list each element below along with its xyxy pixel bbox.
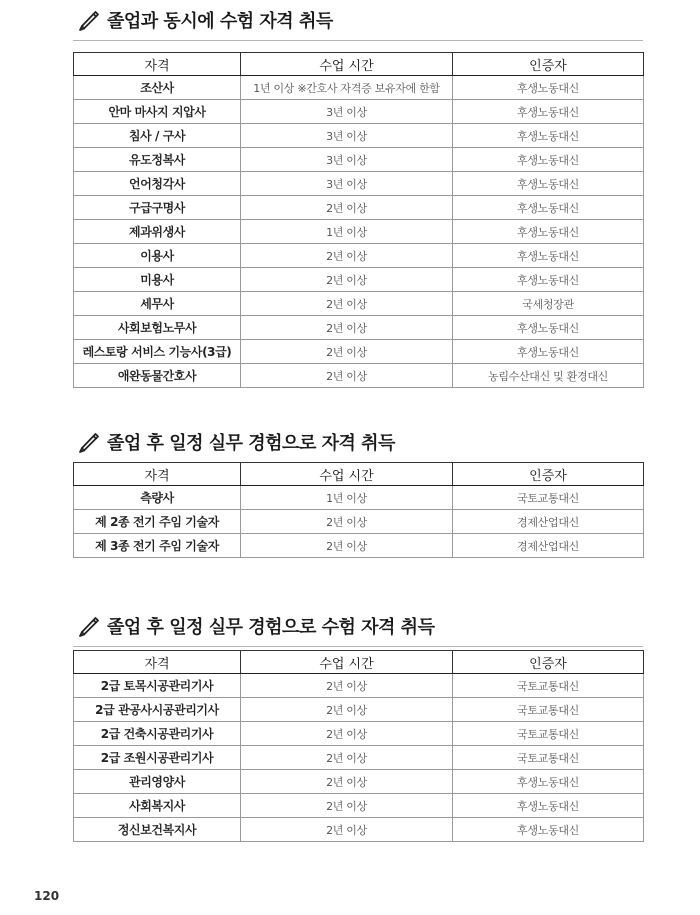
section-heading [73,612,643,640]
authority-cell: 농림수산대신 및 환경대신 [453,364,644,388]
table-row [74,698,644,722]
table-row [74,268,644,292]
hours-cell: 2년 이상 [241,698,453,722]
hours-cell: 1년 이상 [241,486,453,510]
table-row [74,244,644,268]
table-row [74,316,644,340]
section-title: 졸업 후 일정 실무 경험으로 자격 취득 [107,433,395,454]
hours-cell: 2년 이상 [241,794,453,818]
hours-cell: 2년 이상 [241,196,453,220]
authority-cell: 후생노동대신 [453,794,644,818]
section-title: 졸업과 동시에 수험 자격 취득 [107,11,333,32]
authority-cell: 경제산업대신 [453,534,644,558]
table-header-row [74,463,644,486]
section-3 [73,612,643,837]
table-row [74,124,644,148]
pencil-icon [76,612,102,638]
qualification-cell: 2급 토목시공관리기사 [74,674,241,698]
hours-cell: 2년 이상 [241,674,453,698]
authority-cell: 국토교통대신 [453,698,644,722]
column-header-authority: 인증자 [453,651,644,674]
qualification-cell: 사회보험노무사 [74,316,241,340]
section-divider [73,40,643,41]
column-header-hours: 수업 시간 [241,651,453,674]
authority-cell: 국토교통대신 [453,674,644,698]
qualification-cell: 안마 마사지 지압사 [74,100,241,124]
table-row [74,364,644,388]
table-header-row [74,651,644,674]
table-row [74,510,644,534]
table-row [74,148,644,172]
authority-cell: 후생노동대신 [453,196,644,220]
qualification-cell: 미용사 [74,268,241,292]
hours-cell: 2년 이상 [241,534,453,558]
qualification-cell: 사회복지사 [74,794,241,818]
authority-cell: 국토교통대신 [453,722,644,746]
table-row [74,196,644,220]
authority-cell: 국토교통대신 [453,486,644,510]
qualification-cell: 제과위생사 [74,220,241,244]
authority-cell: 후생노동대신 [453,818,644,842]
pencil-icon [76,428,102,454]
authority-cell: 후생노동대신 [453,124,644,148]
qualification-cell: 레스토랑 서비스 기능사(3급) [74,340,241,364]
hours-cell: 2년 이상 [241,818,453,842]
pencil-icon [76,6,102,32]
table-row [74,746,644,770]
table-row [74,172,644,196]
hours-cell: 2년 이상 [241,292,453,316]
qualification-cell: 유도정복사 [74,148,241,172]
hours-cell: 3년 이상 [241,124,453,148]
hours-cell: 1년 이상 [241,220,453,244]
authority-cell: 후생노동대신 [453,220,644,244]
qualification-cell: 조산사 [74,76,241,100]
table-row [74,818,644,842]
section-2 [73,428,643,553]
hours-cell: 2년 이상 [241,364,453,388]
column-header-hours: 수업 시간 [241,53,453,76]
qualification-table [73,462,644,558]
column-header-hours: 수업 시간 [241,463,453,486]
table-row [74,100,644,124]
column-header-qualification: 자격 [74,463,241,486]
authority-cell: 후생노동대신 [453,100,644,124]
authority-cell: 후생노동대신 [453,268,644,292]
hours-cell: 2년 이상 [241,316,453,340]
table-row [74,674,644,698]
qualification-cell: 침사 / 구사 [74,124,241,148]
column-header-authority: 인증자 [453,463,644,486]
qualification-cell: 2급 관공사시공관리기사 [74,698,241,722]
table-row [74,340,644,364]
authority-cell: 후생노동대신 [453,770,644,794]
table-row [74,722,644,746]
qualification-cell: 제 2종 전기 주임 기술자 [74,510,241,534]
table-row [74,76,644,100]
qualification-cell: 애완동물간호사 [74,364,241,388]
qualification-cell: 측량사 [74,486,241,510]
table-row [74,220,644,244]
hours-cell: 2년 이상 [241,770,453,794]
hours-cell: 2년 이상 [241,340,453,364]
qualification-cell: 언어청각사 [74,172,241,196]
authority-cell: 국토교통대신 [453,746,644,770]
section-divider [73,646,643,647]
hours-cell: 2년 이상 [241,510,453,534]
column-header-qualification: 자격 [74,53,241,76]
hours-cell: 2년 이상 [241,722,453,746]
authority-cell: 후생노동대신 [453,172,644,196]
qualification-cell: 관리영양사 [74,770,241,794]
hours-cell: 2년 이상 [241,746,453,770]
hours-cell: 3년 이상 [241,172,453,196]
page-number: 120 [34,889,60,903]
table-row [74,486,644,510]
table-row [74,292,644,316]
authority-cell: 후생노동대신 [453,340,644,364]
column-header-authority: 인증자 [453,53,644,76]
qualification-table [73,650,644,842]
table-row [74,794,644,818]
qualification-cell: 세무사 [74,292,241,316]
hours-cell: 2년 이상 [241,268,453,292]
authority-cell: 후생노동대신 [453,244,644,268]
qualification-cell: 정신보건복지사 [74,818,241,842]
hours-cell: 3년 이상 [241,148,453,172]
authority-cell: 후생노동대신 [453,316,644,340]
qualification-cell: 이용사 [74,244,241,268]
section-heading [73,428,643,456]
section-heading [73,6,643,34]
authority-cell: 국세청장관 [453,292,644,316]
qualification-table [73,52,644,388]
qualification-cell: 2급 건축시공관리기사 [74,722,241,746]
column-header-qualification: 자격 [74,651,241,674]
table-row [74,770,644,794]
hours-cell: 3년 이상 [241,100,453,124]
table-row [74,534,644,558]
table-header-row [74,53,644,76]
authority-cell: 경제산업대신 [453,510,644,534]
qualification-cell: 2급 조원시공관리기사 [74,746,241,770]
section-title: 졸업 후 일정 실무 경험으로 수험 자격 취득 [107,617,435,638]
section-1 [73,6,643,383]
qualification-cell: 제 3종 전기 주임 기술자 [74,534,241,558]
hours-cell: 2년 이상 [241,244,453,268]
authority-cell: 후생노동대신 [453,76,644,100]
authority-cell: 후생노동대신 [453,148,644,172]
qualification-cell: 구급구명사 [74,196,241,220]
hours-cell: 1년 이상 ※간호사 자격증 보유자에 한함 [241,76,453,100]
